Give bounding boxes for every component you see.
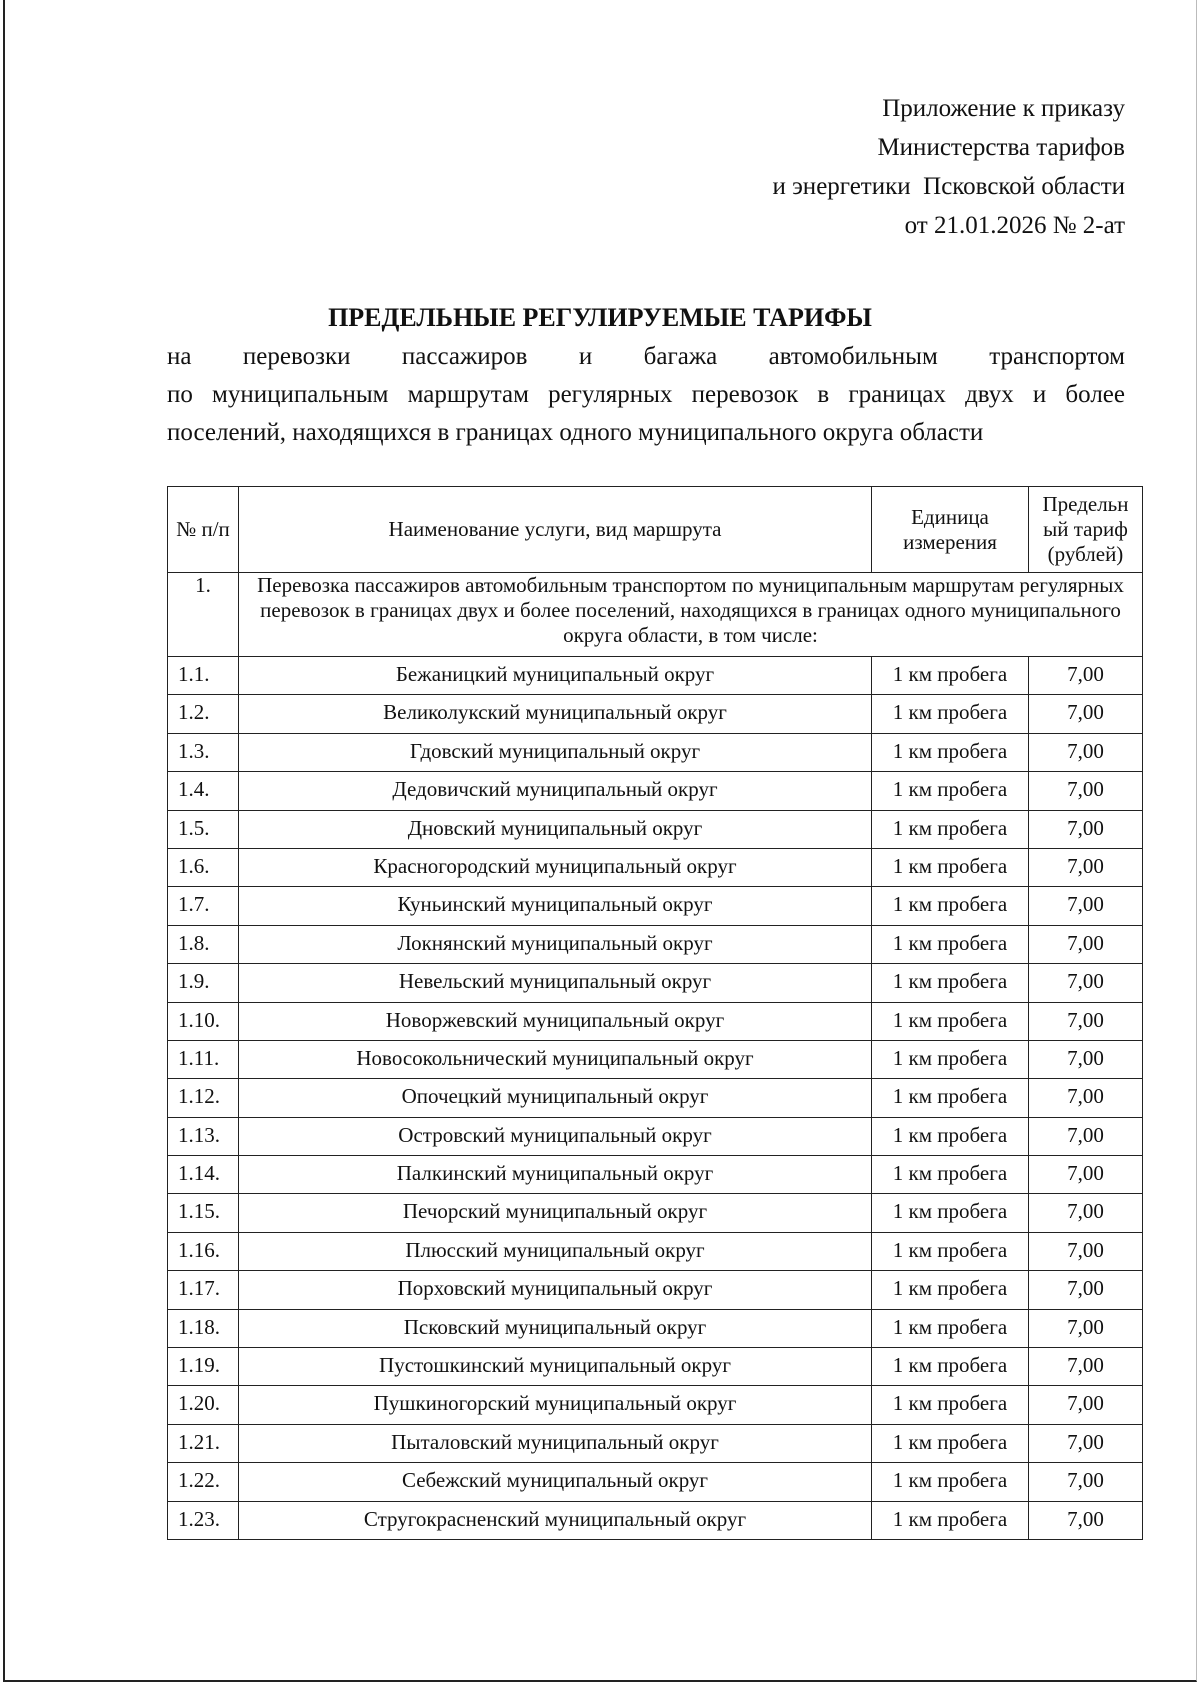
cell-name: Куньинский муниципальный округ: [239, 887, 872, 925]
table-row: [168, 1232, 1143, 1270]
cell-name: Себежский муниципальный округ: [239, 1463, 872, 1501]
cell-num: 1.6.: [168, 848, 239, 886]
table-row: [168, 964, 1143, 1002]
table-row: [168, 848, 1143, 886]
cell-unit: 1 км пробега: [872, 964, 1029, 1002]
approval-line-2: Министерства тарифов: [877, 134, 1125, 161]
table-row: [168, 695, 1143, 733]
cell-num: 1.11.: [168, 1040, 239, 1078]
cell-num: 1.15.: [168, 1194, 239, 1232]
table-row: [168, 1079, 1143, 1117]
cell-num: 1.8.: [168, 925, 239, 963]
cell-unit: 1 км пробега: [872, 1386, 1029, 1424]
table-row: [168, 1309, 1143, 1347]
section-row: [168, 573, 1143, 657]
cell-unit: 1 км пробега: [872, 925, 1029, 963]
approval-line-1: Приложение к приказу: [882, 95, 1125, 122]
cell-tariff: 7,00: [1029, 695, 1143, 733]
subtitle-line-1: на перевозки пассажиров и багажа автомобильным транспортом: [167, 343, 1125, 370]
cell-num: 1.20.: [168, 1386, 239, 1424]
cell-tariff: 7,00: [1029, 1194, 1143, 1232]
table-row: [168, 1156, 1143, 1194]
cell-name: Дедовичский муниципальный округ: [239, 772, 872, 810]
cell-num: 1.14.: [168, 1156, 239, 1194]
cell-tariff: 7,00: [1029, 733, 1143, 771]
cell-name: Пустошкинский муниципальный округ: [239, 1348, 872, 1386]
cell-unit: 1 км пробега: [872, 1002, 1029, 1040]
cell-tariff: 7,00: [1029, 887, 1143, 925]
cell-num: 1.5.: [168, 810, 239, 848]
table-row: [168, 1348, 1143, 1386]
cell-name: Печорский муниципальный округ: [239, 1194, 872, 1232]
header-tariff: Предельн ый тариф (рублей): [1029, 487, 1143, 573]
cell-tariff: 7,00: [1029, 925, 1143, 963]
cell-name: Локнянский муниципальный округ: [239, 925, 872, 963]
cell-num: 1.4.: [168, 772, 239, 810]
table-row: [168, 733, 1143, 771]
table-row: [168, 1194, 1143, 1232]
cell-name: Палкинский муниципальный округ: [239, 1156, 872, 1194]
cell-unit: 1 км пробега: [872, 1156, 1029, 1194]
cell-name: Новосокольнический муниципальный округ: [239, 1040, 872, 1078]
table-row: [168, 657, 1143, 695]
table-row: [168, 1501, 1143, 1539]
cell-tariff: 7,00: [1029, 1079, 1143, 1117]
header-name: Наименование услуги, вид маршрута: [239, 487, 872, 573]
cell-num: 1.21.: [168, 1424, 239, 1462]
subtitle-rest: по муниципальным маршрутам регулярных перевозок в границах двух и более поселений, находящихся в границах одного муниципального округа области: [167, 381, 1125, 446]
approval-line-3: и энергетики Псковской области: [772, 173, 1125, 200]
cell-unit: 1 км пробега: [872, 733, 1029, 771]
cell-unit: 1 км пробега: [872, 1424, 1029, 1462]
cell-tariff: 7,00: [1029, 657, 1143, 695]
cell-tariff: 7,00: [1029, 1002, 1143, 1040]
cell-name: Плюсский муниципальный округ: [239, 1232, 872, 1270]
approval-line-4: от 21.01.2026 № 2-ат: [904, 212, 1125, 239]
cell-name: Псковский муниципальный округ: [239, 1309, 872, 1347]
cell-unit: 1 км пробега: [872, 695, 1029, 733]
table-row: [168, 1386, 1143, 1424]
document-title: ПРЕДЕЛЬНЫЕ РЕГУЛИРУЕМЫЕ ТАРИФЫ: [328, 303, 872, 332]
table-row: [168, 1271, 1143, 1309]
cell-num: 1.9.: [168, 964, 239, 1002]
cell-name: Гдовский муниципальный округ: [239, 733, 872, 771]
cell-name: Пыталовский муниципальный округ: [239, 1424, 872, 1462]
cell-num: 1.17.: [168, 1271, 239, 1309]
cell-num: 1.12.: [168, 1079, 239, 1117]
cell-num: 1.18.: [168, 1309, 239, 1347]
cell-unit: 1 км пробега: [872, 1348, 1029, 1386]
cell-name: Пушкиногорский муниципальный округ: [239, 1386, 872, 1424]
cell-tariff: 7,00: [1029, 810, 1143, 848]
cell-tariff: 7,00: [1029, 1309, 1143, 1347]
table-header-row: [168, 487, 1143, 573]
cell-unit: 1 км пробега: [872, 1117, 1029, 1155]
cell-unit: 1 км пробега: [872, 1040, 1029, 1078]
cell-num: 1.22.: [168, 1463, 239, 1501]
cell-tariff: 7,00: [1029, 1386, 1143, 1424]
cell-unit: 1 км пробега: [872, 657, 1029, 695]
cell-unit: 1 км пробега: [872, 1194, 1029, 1232]
cell-name: Новоржевский муниципальный округ: [239, 1002, 872, 1040]
cell-num: 1.7.: [168, 887, 239, 925]
table-row: [168, 925, 1143, 963]
cell-unit: 1 км пробега: [872, 1463, 1029, 1501]
cell-unit: 1 км пробега: [872, 1232, 1029, 1270]
cell-unit: 1 км пробега: [872, 772, 1029, 810]
table-row: [168, 1463, 1143, 1501]
cell-unit: 1 км пробега: [872, 1079, 1029, 1117]
cell-tariff: 7,00: [1029, 1424, 1143, 1462]
cell-tariff: 7,00: [1029, 1463, 1143, 1501]
cell-tariff: 7,00: [1029, 1156, 1143, 1194]
table-row: [168, 810, 1143, 848]
cell-name: Опочецкий муниципальный округ: [239, 1079, 872, 1117]
cell-num: 1.2.: [168, 695, 239, 733]
tariffs-table: [167, 486, 1143, 1540]
cell-num: 1.3.: [168, 733, 239, 771]
cell-name: Красногородский муниципальный округ: [239, 848, 872, 886]
cell-name: Великолукский муниципальный округ: [239, 695, 872, 733]
cell-tariff: 7,00: [1029, 1040, 1143, 1078]
cell-num: 1.13.: [168, 1117, 239, 1155]
cell-num: 1.1.: [168, 657, 239, 695]
cell-tariff: 7,00: [1029, 1117, 1143, 1155]
cell-unit: 1 км пробега: [872, 848, 1029, 886]
cell-num: 1.16.: [168, 1232, 239, 1270]
cell-name: Островский муниципальный округ: [239, 1117, 872, 1155]
header-unit: Единица измерения: [872, 487, 1029, 573]
section-num: 1.: [168, 573, 239, 657]
cell-tariff: 7,00: [1029, 1348, 1143, 1386]
cell-name: Невельский муниципальный округ: [239, 964, 872, 1002]
cell-num: 1.23.: [168, 1501, 239, 1539]
cell-unit: 1 км пробега: [872, 887, 1029, 925]
cell-unit: 1 км пробега: [872, 1271, 1029, 1309]
cell-name: Порховский муниципальный округ: [239, 1271, 872, 1309]
document-subtitle: [167, 338, 1125, 452]
table-row: [168, 1117, 1143, 1155]
cell-name: Бежаницкий муниципальный округ: [239, 657, 872, 695]
table-row: [168, 887, 1143, 925]
table-row: [168, 772, 1143, 810]
cell-unit: 1 км пробега: [872, 1501, 1029, 1539]
section-text: Перевозка пассажиров автомобильным транспортом по муниципальным маршрутам регулярных перевозок в границах двух и более поселений, находящихся в границах одного муниципального округа области, в том числе:: [239, 573, 1143, 657]
cell-tariff: 7,00: [1029, 1271, 1143, 1309]
cell-tariff: 7,00: [1029, 772, 1143, 810]
table-row: [168, 1424, 1143, 1462]
cell-name: Стругокрасненский муниципальный округ: [239, 1501, 872, 1539]
cell-unit: 1 км пробега: [872, 810, 1029, 848]
table-row: [168, 1040, 1143, 1078]
cell-num: 1.10.: [168, 1002, 239, 1040]
cell-tariff: 7,00: [1029, 848, 1143, 886]
cell-num: 1.19.: [168, 1348, 239, 1386]
header-num: № п/п: [168, 487, 239, 573]
cell-name: Дновский муниципальный округ: [239, 810, 872, 848]
cell-unit: 1 км пробега: [872, 1309, 1029, 1347]
cell-tariff: 7,00: [1029, 1501, 1143, 1539]
cell-tariff: 7,00: [1029, 964, 1143, 1002]
table-row: [168, 1002, 1143, 1040]
cell-tariff: 7,00: [1029, 1232, 1143, 1270]
approval-block: [772, 89, 1125, 245]
